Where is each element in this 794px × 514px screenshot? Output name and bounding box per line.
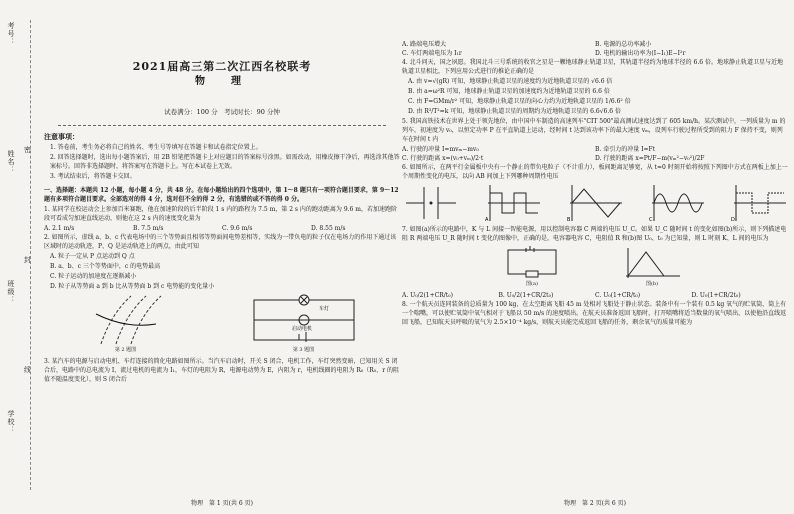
q7-fig-b (622, 246, 682, 289)
q2-option-d[interactable]: D. 粒子从等势面 a 到 b 比从等势面 b 到 c 电势能的变化量小 (50, 283, 215, 290)
q6-label-d: D (731, 217, 735, 223)
seal-xian: 线 (24, 366, 31, 374)
q1-options (44, 224, 400, 233)
q7-option-b[interactable]: B. U₀/2(1+CR/2t₀) (498, 292, 554, 299)
q1-option-a[interactable]: A. 2.1 m/s (44, 225, 75, 232)
name-label: 姓名： (7, 150, 15, 174)
footer-page-2: 物理 第 2 页(共 6 页) (564, 500, 626, 507)
exam-title: 2021届高三第二次江西名校联考 (132, 60, 312, 73)
motor-label: 启动电机 (291, 326, 312, 332)
notes-heading: 注意事项： (44, 132, 79, 141)
subject-title: 物 理 (195, 76, 249, 87)
q1-option-d[interactable]: D. 8.55 m/s (311, 225, 346, 232)
q5-options (402, 145, 788, 163)
fig3-caption: 第 3 题图 (292, 347, 315, 353)
school-label: 学校： (7, 410, 15, 434)
page-1 (44, 0, 400, 514)
binding-margin (0, 0, 42, 514)
q6-graphs (402, 183, 788, 223)
lamp-label: 车灯 (318, 306, 329, 312)
q3-option-a[interactable]: A. 路端电压增大 (402, 41, 447, 48)
q7-fig-a (502, 246, 562, 289)
q1-option-b[interactable]: B. 7.5 m/s (133, 225, 164, 232)
q3-stem: 3. 某汽车的电源与启动电机、车灯连接的简化电路如图所示。当汽车启动时，开关 S 闭合，电机工作，车灯突然变暗，已知用关 S 闭合后，电路中的总电流为 I，流过电机的电流为 I₁，车灯的电阻为 R，电源电动势为 E，内阻为 r，电机线圈的电阻为 R₀（R₀、r 的阻值不随温度变化），则 S 闭合后 (44, 358, 399, 383)
q2-option-c[interactable]: C. 粒子运动的加速度在逐渐减小 (50, 273, 137, 280)
fig-equipotential (81, 294, 171, 355)
fig-circuit (244, 294, 364, 355)
q7-figures (402, 245, 788, 289)
seal-mi: 密 (24, 146, 31, 154)
q4-option-d[interactable]: D. 由 R³/T²=k 可知，地球静止轨道卫星的周期约为近地轨道卫星的 6.6√6.6 倍 (408, 108, 621, 115)
q6-plates-diagram (402, 183, 460, 223)
seal-feng: 封 (24, 256, 31, 264)
q5-stem: 5. 我国高铁技术在世界上处于领先地位，由中国中车制造的高速列车"CIT 500"最高测试速度达到了 605 km/h。某次测试中，一列质量为 m 的列车，初速度为 v₀，以恒定功率 P 在平直轨道上运动，经时间 t 达到该功率下的最大速度 vₘ，设列车行驶过程所受到的阻力 F 保持不变，则列车在时间 t 内 (402, 118, 786, 143)
footer-page-1: 物理 第 1 页(共 6 页) (191, 500, 253, 507)
q4-stem: 4. 北斗问天，国之夙愿。我国北斗三号系统的收官之星是一颗地球静止轨道卫星，其轨道半径约为地球半径的 6.6 倍。地球静止轨道卫星与近地轨道卫星相比，下列应用公式进行的推论正确的是 (402, 59, 783, 75)
q3-option-d[interactable]: D. 电机的输出功率为(I−I₁)E−I²r (595, 50, 686, 57)
q7-options (402, 291, 788, 300)
note-item: 3. 考试结束后，将答题卡交回。 (50, 173, 136, 180)
q1-option-c[interactable]: C. 9.6 m/s (222, 225, 253, 232)
q3-option-b[interactable]: B. 电源的总功率减小 (595, 41, 652, 48)
q6-label-a: A (485, 217, 489, 223)
q6-graph-a[interactable] (484, 183, 542, 223)
exam-number-label: 考号： (7, 22, 15, 46)
q3-option-c[interactable]: C. 车灯两端电压为 I₁r (402, 50, 462, 57)
q6-label-b: B (567, 217, 571, 223)
q5-option-d[interactable]: D. 行驶的距离 x=Pt/F−m(vₘ²−v₀²)/2F (595, 155, 705, 162)
binding-dash-line (30, 20, 31, 490)
q4-option-c[interactable]: C. 由 F=GMm/r² 可知，地球静止轨道卫星的向心力约为近地轨道卫星的 1/6.6² 倍 (408, 98, 631, 105)
car-circuit-diagram (244, 294, 364, 346)
exam-meta: 试卷满分：100 分 考试时长：90 分钟 (164, 108, 280, 116)
q2-option-b[interactable]: B. a、b、c 三个等势面中，c 的电势最高 (50, 263, 161, 270)
q7-option-c[interactable]: C. U₀(1+CR/t₀) (595, 292, 641, 299)
note-item: 1. 答卷前，考生务必将自己的姓名、考生号等填写在答题卡和试卷指定位置上。 (50, 144, 262, 151)
q5-option-a[interactable]: A. 行驶的冲量 I=mvₘ−mv₀ (402, 146, 479, 153)
q6-graph-c[interactable] (648, 183, 706, 223)
q4-option-b[interactable]: B. 由 a=ω²R 可知，地球静止轨道卫星的加速度约为近地轨道卫星的 6.6 倍 (408, 88, 610, 95)
q7-option-a[interactable]: A. U₀/2(1+CR/t₀) (402, 292, 453, 299)
q7-fig-a-caption: 图(a) (526, 281, 538, 287)
header-rule (58, 125, 386, 126)
q6-label-c: C (649, 217, 653, 223)
q2-option-a[interactable]: A. 粒子一定从 P 点运动到 Q 点 (50, 253, 135, 260)
q7-option-d[interactable]: D. U₀(1+CR/2t₀) (691, 292, 741, 299)
page-2 (402, 0, 788, 514)
q5-option-b[interactable]: B. 牵引力的冲量 I=Ft (595, 146, 656, 153)
q2-stem: 2. 如图所示，虚线 a、b、c 代表电场中的三个等势面且相邻等势面间电势差相等，实线为一带负电的粒子仅在电场力的作用下通过该区域时的运动轨迹，P、Q 是运动轨迹上的两点，由此可知 (44, 234, 397, 250)
fig2-caption: 第 2 题图 (114, 347, 137, 353)
q4-option-a[interactable]: A. 由 v=√(gR) 可知，地球静止轨道卫星的速度约为近地轨道卫星的 √6.6 倍 (408, 78, 613, 85)
q8-stem: 8. 一个航天员连同装备的总质量为 100 kg，在太空距离飞船 45 m 处相对飞船处于静止状态。装备中有一个装有 0.5 kg 氧气的贮氧筒，筒上有一个喘嘴，可以使贮氧筒中氧气相对于飞船以 50 m/s 的速度喷出。在航天员准备返回飞船时，打开喷嘴将适当数量的氧气喷出，以使他沿直线返回飞船，已知航天员呼吸的氧气为 2.5×10⁻⁴ kg/s，则航天员能完成返回飞船的任务，剩余氧气的质量可能为 (402, 301, 787, 326)
q6-graph-d[interactable] (730, 183, 788, 223)
note-item: 2. 回答选择题时，选出每小题答案后，用 2B 铅笔把答题卡上对应题目的答案标号涂黑。如需改动，用橡皮擦干净后，再选涂其他答案标号。回答非选择题时，将答案写在答题卡上。写在本试卷上无效。 (50, 154, 400, 170)
q6-graph-b[interactable] (566, 183, 624, 223)
equipotential-diagram (81, 294, 171, 346)
q1-stem: 1. 某同学在校运动会上参加百米赛跑，他在加速阶段的后半阶段 1 s 内的路程为 7.5 m，第 2 s 内的跑动距离为 9.6 m，若加速跑阶段可看成匀加速直线运动，则他在这 2 s 内的速度变化量为 (44, 206, 397, 222)
q5-option-c[interactable]: C. 行驶的距离 x=(v₀+vₘ)/2·t (402, 155, 484, 162)
q3-options (402, 40, 788, 58)
section1-heading: 一、选择题：本题共 12 小题，每小题 4 分，共 48 分。在每小题给出的四个选项中，第 1～8 题只有一项符合题目要求，第 9～12 题有多项符合题目要求。全部选对的得 4 分，选对但不全的得 2 分，有选错的或不答的得 0 分。 (44, 187, 399, 203)
q7-fig-b-caption: 图(b) (645, 281, 659, 287)
q6-stem: 6. 如图所示，在两平行金属板中央有一个静止的带负电粒子（不计重力），板间距离足够宽，从 t=0 时刻开始将按照下列图中方式在两板上加上一个周期性变化的电压，以向 AB 间加上下列哪种周期性电压 (402, 164, 788, 180)
class-label: 班级： (7, 280, 15, 304)
q7-stem: 7. 如图(a)所示的电路中，K 与 L 间接一智能电源，用以控制电容器 C 两端的电压 U_C。如果 U_C 随时间 t 的变化如图(b)所示，则下列描述电阻 R 两端电压 U_R 随时间 t 变化的图像中，正确的是，电容器电容 C，电阻值 R 和(b)图 U₀、t₀ 为已知量，则 L 时刻 K、L 间的电压为 (402, 226, 787, 242)
q2-q3-figures (44, 293, 400, 355)
